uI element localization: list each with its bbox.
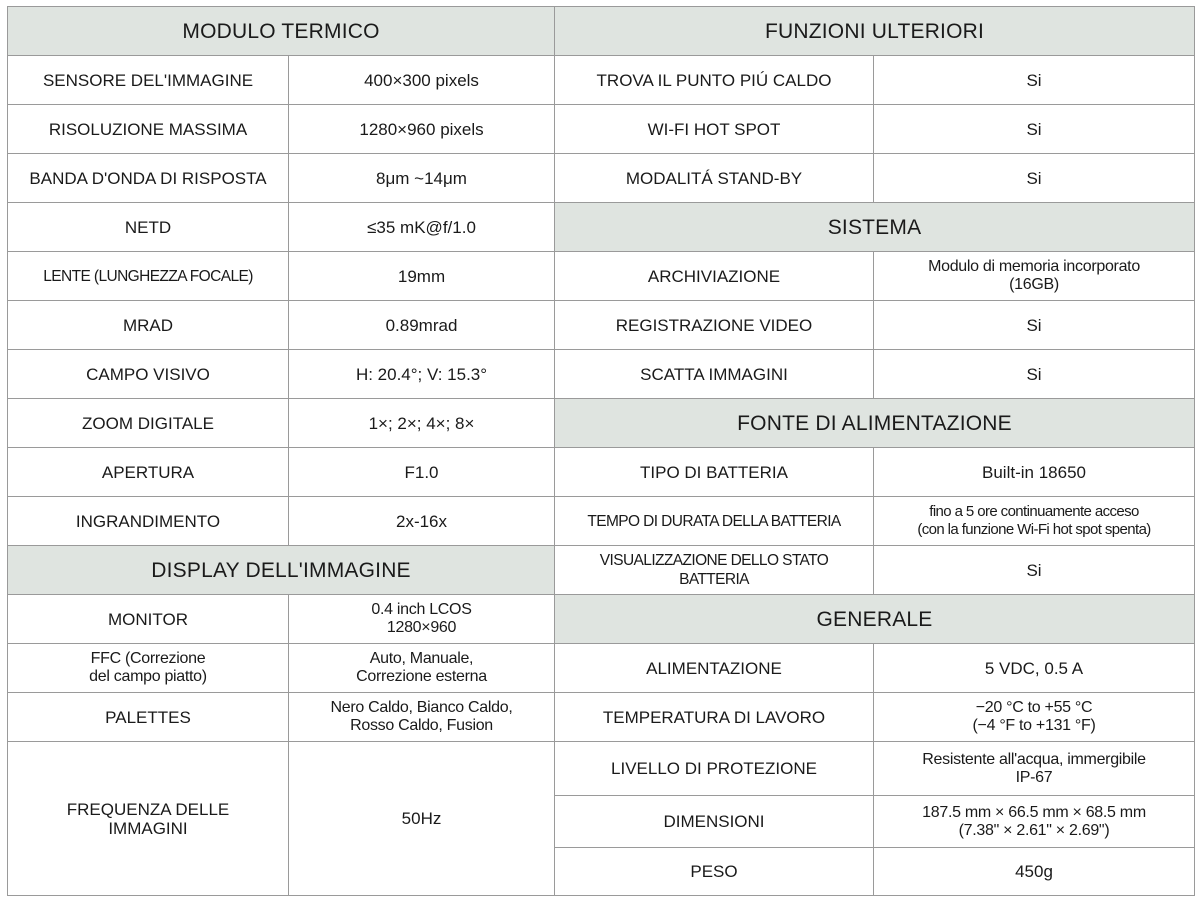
spec-value: 450g <box>874 848 1195 896</box>
section-header-system: SISTEMA <box>555 203 1195 252</box>
table-row <box>8 252 555 301</box>
table-row <box>8 301 555 350</box>
spec-value: Si <box>874 56 1195 105</box>
table-row <box>8 399 555 448</box>
spec-value: Auto, Manuale, Correzione esterna <box>289 644 555 693</box>
spec-value: 1280×960 pixels <box>289 105 555 154</box>
spec-label: NETD <box>8 203 289 252</box>
spec-value: Resistente all'acqua, immergibile IP-67 <box>874 742 1195 796</box>
spec-label: TEMPERATURA DI LAVORO <box>555 693 874 742</box>
left-spec-table <box>7 6 555 896</box>
spec-value: ≤35 mK@f/1.0 <box>289 203 555 252</box>
table-row <box>555 693 1195 742</box>
spec-value: Si <box>874 105 1195 154</box>
spec-label: DIMENSIONI <box>555 796 874 848</box>
table-row <box>8 56 555 105</box>
table-row <box>555 448 1195 497</box>
section-header-power-source: FONTE DI ALIMENTAZIONE <box>555 399 1195 448</box>
spec-label: TEMPO DI DURATA DELLA BATTERIA <box>555 497 874 546</box>
spec-label: VISUALIZZAZIONE DELLO STATO BATTERIA <box>555 546 874 595</box>
table-row <box>8 693 555 742</box>
spec-label: MODALITÁ STAND-BY <box>555 154 874 203</box>
spec-label: PALETTES <box>8 693 289 742</box>
table-row <box>555 742 1195 796</box>
spec-label: SENSORE DEL'IMMAGINE <box>8 56 289 105</box>
table-row <box>8 154 555 203</box>
table-row <box>8 105 555 154</box>
section-header-general: GENERALE <box>555 595 1195 644</box>
section-header-further-functions: FUNZIONI ULTERIORI <box>555 7 1195 56</box>
right-column <box>554 6 1194 896</box>
spec-label: LIVELLO DI PROTEZIONE <box>555 742 874 796</box>
spec-value: 1×; 2×; 4×; 8× <box>289 399 555 448</box>
table-row <box>8 595 555 644</box>
table-row <box>555 497 1195 546</box>
table-row <box>8 203 555 252</box>
table-row <box>555 154 1195 203</box>
section-header-thermal-module: MODULO TERMICO <box>8 7 555 56</box>
table-row <box>555 350 1195 399</box>
spec-value: 8μm ~14μm <box>289 154 555 203</box>
spec-value: 50Hz <box>289 742 555 896</box>
spec-label: REGISTRAZIONE VIDEO <box>555 301 874 350</box>
spec-value: 400×300 pixels <box>289 56 555 105</box>
table-row <box>555 546 1195 595</box>
spec-value: F1.0 <box>289 448 555 497</box>
table-row <box>8 497 555 546</box>
spec-label: WI-FI HOT SPOT <box>555 105 874 154</box>
right-spec-table <box>554 6 1195 896</box>
spec-value: 5 VDC, 0.5 A <box>874 644 1195 693</box>
spec-value: 0.89mrad <box>289 301 555 350</box>
spec-label: FFC (Correzione del campo piatto) <box>8 644 289 693</box>
table-row <box>8 448 555 497</box>
spec-label: ARCHIVIAZIONE <box>555 252 874 301</box>
spec-label: FREQUENZA DELLE IMMAGINI <box>8 742 289 896</box>
spec-value: Nero Caldo, Bianco Caldo, Rosso Caldo, Fusion <box>289 693 555 742</box>
spec-value: 19mm <box>289 252 555 301</box>
spec-label: BANDA D'ONDA DI RISPOSTA <box>8 154 289 203</box>
table-row <box>555 796 1195 848</box>
left-column <box>7 6 554 896</box>
table-row <box>8 644 555 693</box>
spec-value: Built-in 18650 <box>874 448 1195 497</box>
spec-value: H: 20.4°; V: 15.3° <box>289 350 555 399</box>
table-row <box>555 56 1195 105</box>
spec-value: Si <box>874 154 1195 203</box>
table-row <box>555 301 1195 350</box>
table-row <box>555 644 1195 693</box>
table-row <box>8 742 555 896</box>
table-row <box>555 252 1195 301</box>
spec-value: 187.5 mm × 66.5 mm × 68.5 mm (7.38" × 2.61" × 2.69") <box>874 796 1195 848</box>
table-row <box>8 350 555 399</box>
spec-value: Si <box>874 546 1195 595</box>
table-row <box>555 848 1195 896</box>
spec-label: APERTURA <box>8 448 289 497</box>
spec-label: CAMPO VISIVO <box>8 350 289 399</box>
spec-value: Si <box>874 350 1195 399</box>
spec-label: INGRANDIMENTO <box>8 497 289 546</box>
spec-label: RISOLUZIONE MASSIMA <box>8 105 289 154</box>
section-header-image-display: DISPLAY DELL'IMMAGINE <box>8 546 555 595</box>
spec-label: ALIMENTAZIONE <box>555 644 874 693</box>
spec-value: 0.4 inch LCOS 1280×960 <box>289 595 555 644</box>
spec-value: 2x-16x <box>289 497 555 546</box>
spec-value: fino a 5 ore continuamente acceso (con la funzione Wi-Fi hot spot spenta) <box>874 497 1195 546</box>
spec-label: ZOOM DIGITALE <box>8 399 289 448</box>
spec-label: TIPO DI BATTERIA <box>555 448 874 497</box>
spec-label: MRAD <box>8 301 289 350</box>
spec-label: TROVA IL PUNTO PIÚ CALDO <box>555 56 874 105</box>
spec-value: −20 °C to +55 °C (−4 °F to +131 °F) <box>874 693 1195 742</box>
table-row <box>555 105 1195 154</box>
spec-value: Si <box>874 301 1195 350</box>
spec-value: Modulo di memoria incorporato (16GB) <box>874 252 1195 301</box>
spec-label: LENTE (LUNGHEZZA FOCALE) <box>8 252 289 301</box>
spec-label: PESO <box>555 848 874 896</box>
spec-label: MONITOR <box>8 595 289 644</box>
spec-label: SCATTA IMMAGINI <box>555 350 874 399</box>
